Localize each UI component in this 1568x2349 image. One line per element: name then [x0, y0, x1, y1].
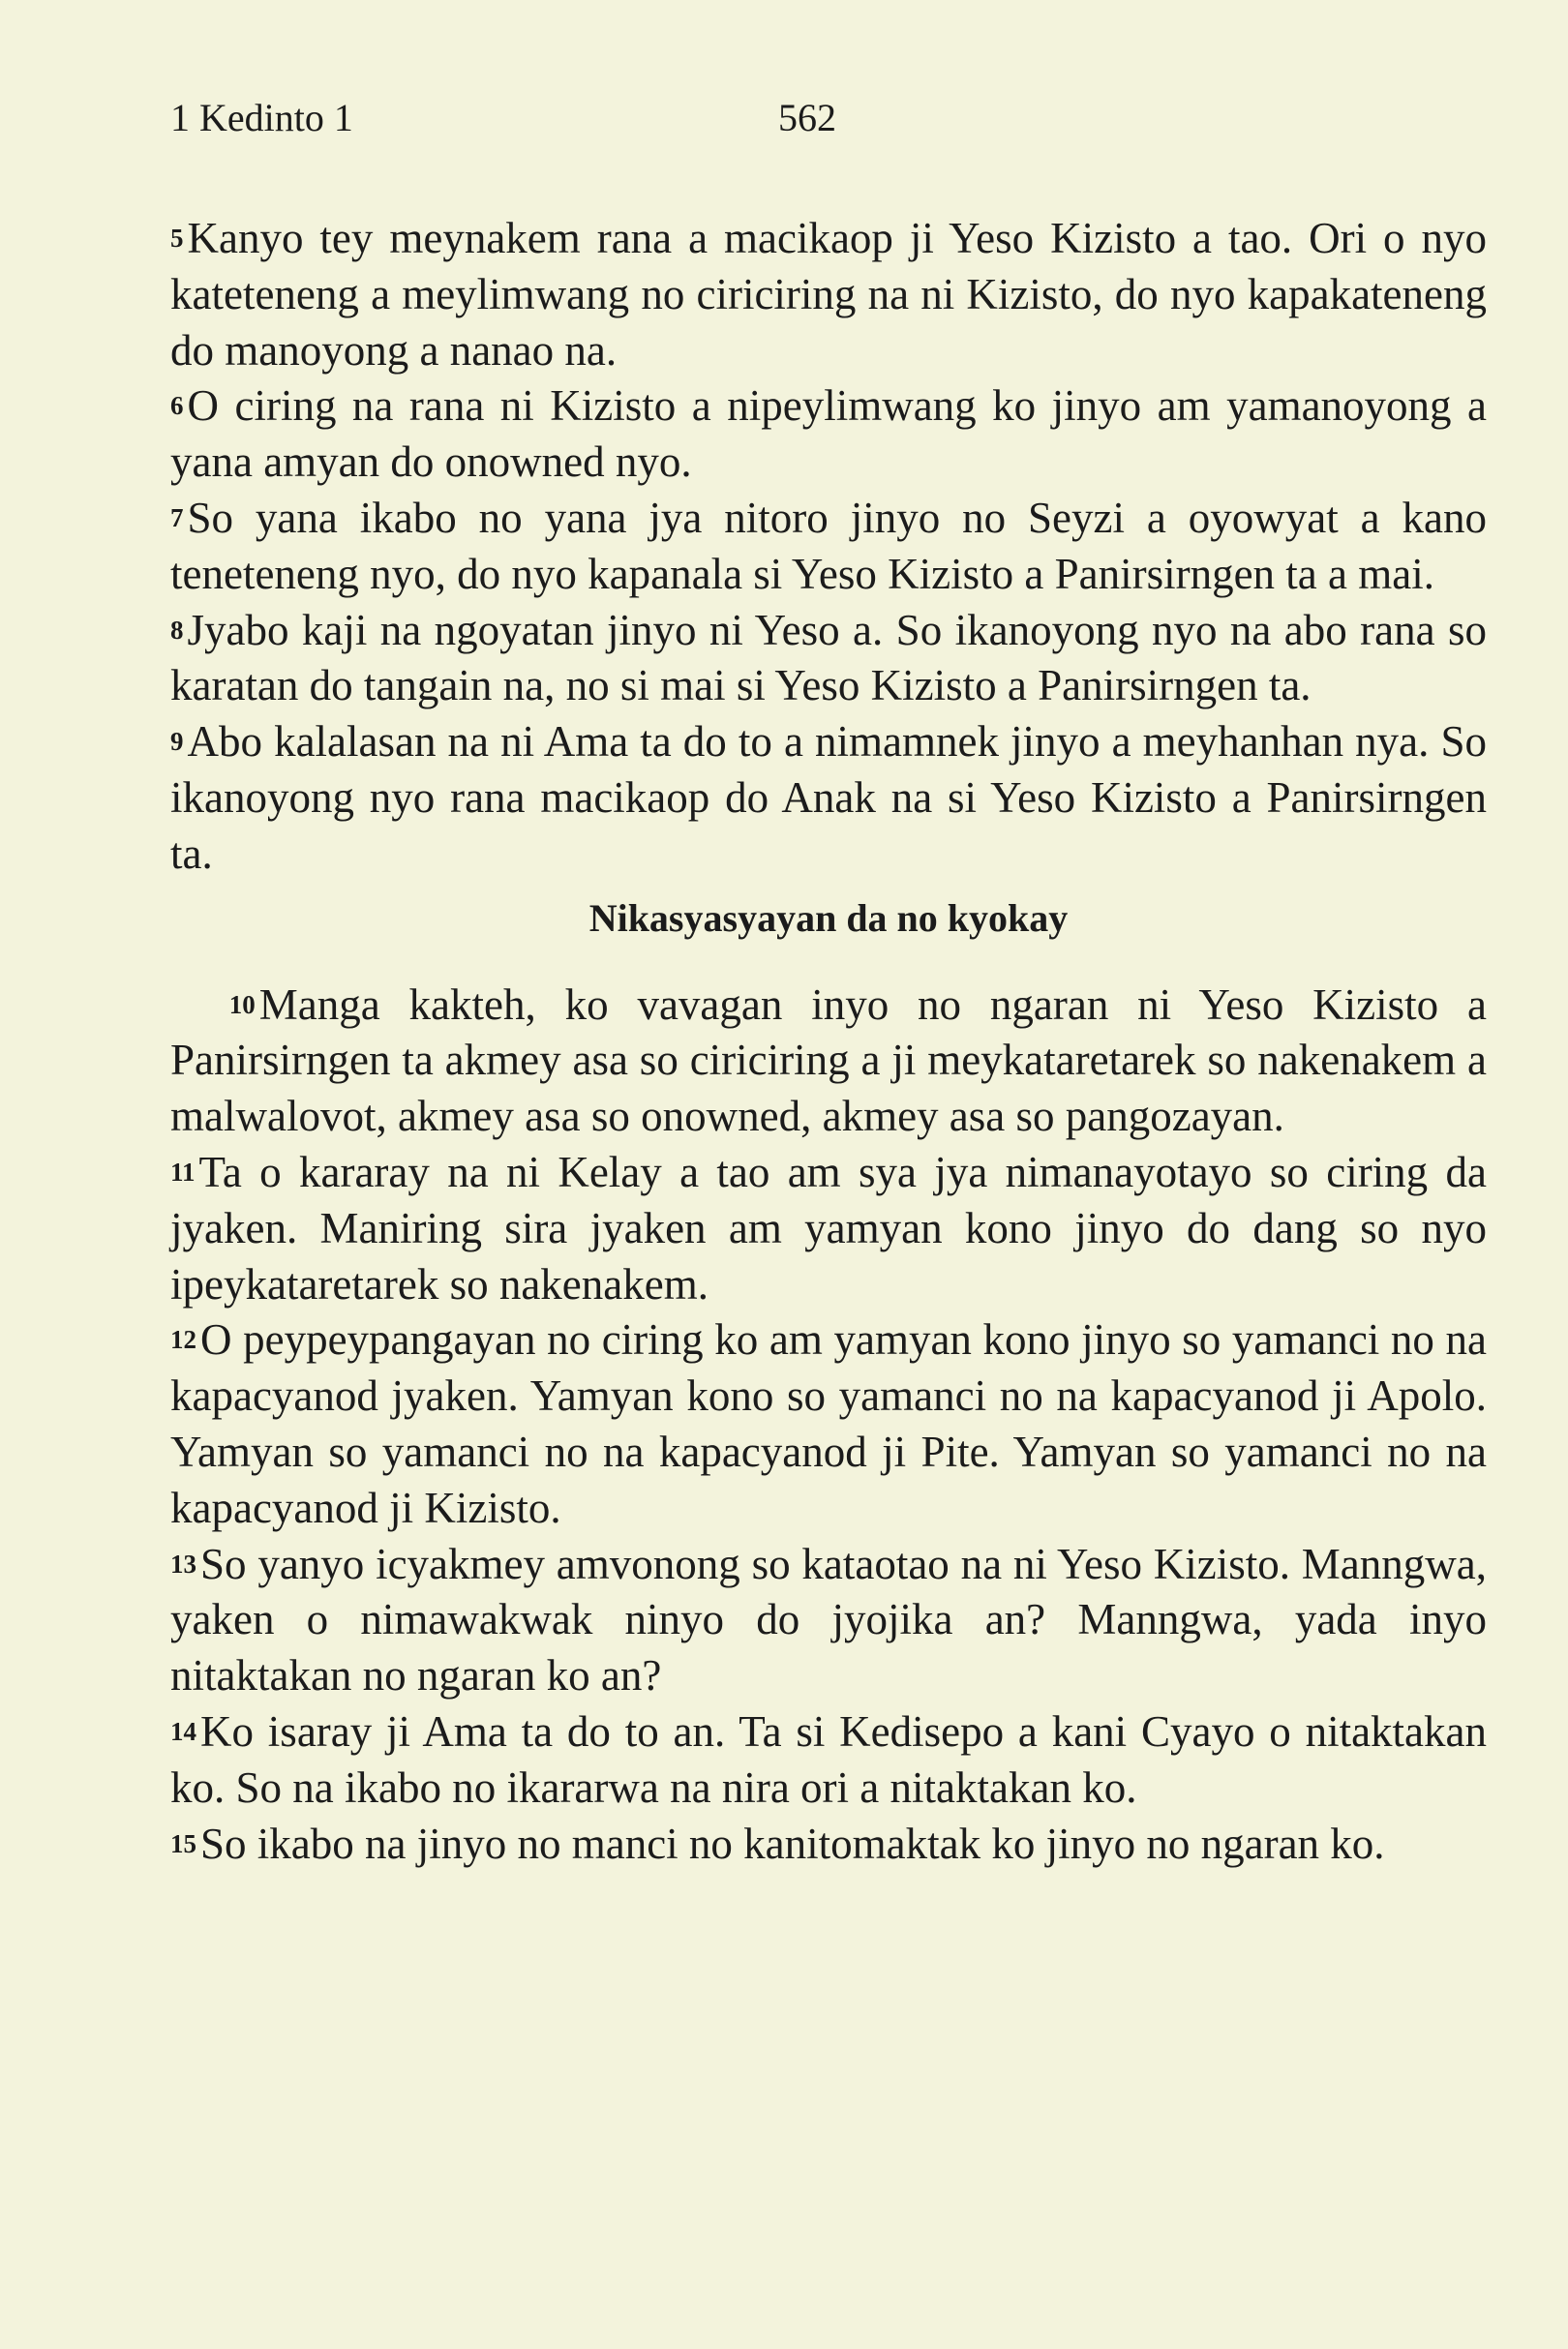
verse-number: 11 — [170, 1157, 196, 1187]
verse-text: Ta o kararay na ni Kelay a tao am sya jya nimanayotayo so ciring da jyaken. Maniring sira jyaken am yamyan kono jinyo do dang so nyo ipeykataretarek so nakenakem. — [170, 1147, 1487, 1309]
verse-text: Manga kakteh, ko vavagan inyo no ngaran ni Yeso Kizisto a Panirsirngen ta akmey asa so ciriciring a ji meykataretarek so nakenakem a malwalovot, akmey asa so onowned, akmey asa so pangozayan. — [170, 979, 1487, 1141]
verse-number: 13 — [170, 1549, 196, 1579]
verse-number: 6 — [170, 391, 184, 421]
verse — [170, 714, 1487, 882]
verse — [170, 491, 1487, 603]
verse-number: 15 — [170, 1828, 196, 1858]
verse-number: 9 — [170, 727, 184, 757]
verse — [170, 603, 1487, 715]
verse — [170, 378, 1487, 491]
verse-text: So yanyo icyakmey amvonong so kataotao na ni Yeso Kizisto. Manngwa, yaken o nimawakwak ninyo do jyojika an? Manngwa, yada inyo nitaktakan no ngaran ko an? — [170, 1539, 1487, 1701]
verse-text: Kanyo tey meynakem rana a macikaop ji Yeso Kizisto a tao. Ori o nyo kateteneng a meylimwang no ciriciring na ni Kizisto, do nyo kapakateneng do manoyong a nanao na. — [170, 214, 1487, 375]
section-heading: Nikasyasyayan da no kyokay — [588, 895, 1069, 940]
verse-number: 5 — [170, 224, 184, 253]
page-number: 562 — [778, 96, 836, 139]
running-header — [170, 89, 1487, 147]
verse — [170, 1145, 1487, 1312]
verse-number: 8 — [170, 615, 184, 645]
verse-text: So yana ikabo no yana jya nitoro jinyo no Seyzi a oyowyat a kano teneteneng nyo, do nyo kapanala si Yeso Kizisto a Panirsirngen ta a mai. — [170, 493, 1487, 598]
verse-text: Jyabo kaji na ngoyatan jinyo ni Yeso a. So ikanoyong nyo na abo rana so karatan do tangain na, no si mai si Yeso Kizisto a Panirsirngen ta. — [170, 605, 1487, 710]
verse — [170, 1312, 1487, 1536]
scripture-text — [170, 211, 1487, 1872]
verse — [170, 1817, 1487, 1873]
verse-text: O peypeypangayan no ciring ko am yamyan kono jinyo so yamanci no na kapacyanod jyaken. Yamyan kono so yamanci no na kapacyanod ji Apolo. Yamyan so yamanci no na kapacyanod ji Pite. Yamyan so yamanci no na kapacyanod ji Kizisto. — [170, 1315, 1487, 1532]
verse — [170, 978, 1487, 1145]
verse — [170, 1537, 1487, 1704]
verse-text: O ciring na rana ni Kizisto a nipeylimwang ko jinyo am yamanoyong a yana amyan do onowned nyo. — [170, 381, 1487, 487]
verse-number: 7 — [170, 502, 184, 532]
verse-number: 12 — [170, 1325, 196, 1355]
verse-text: So ikabo na jinyo no manci no kanitomaktak ko jinyo no ngaran ko. — [200, 1819, 1385, 1868]
verse-text: Abo kalalasan na ni Ama ta do to a nimamnek jinyo a meyhanhan nya. So ikanoyong nyo rana macikaop do Anak na si Yeso Kizisto a Panirsirngen ta. — [170, 717, 1487, 878]
verse — [170, 1704, 1487, 1817]
verse-number: 14 — [170, 1716, 196, 1746]
verse-number: 10 — [228, 989, 256, 1019]
book-chapter-title: 1 Kedinto 1 — [170, 96, 353, 139]
verse-text: Ko isaray ji Ama ta do to an. Ta si Kedisepo a kani Cyayo o nitaktakan ko. So na ikabo no ikararwa na nira ori a nitaktakan ko. — [170, 1706, 1487, 1812]
verse — [170, 211, 1487, 378]
